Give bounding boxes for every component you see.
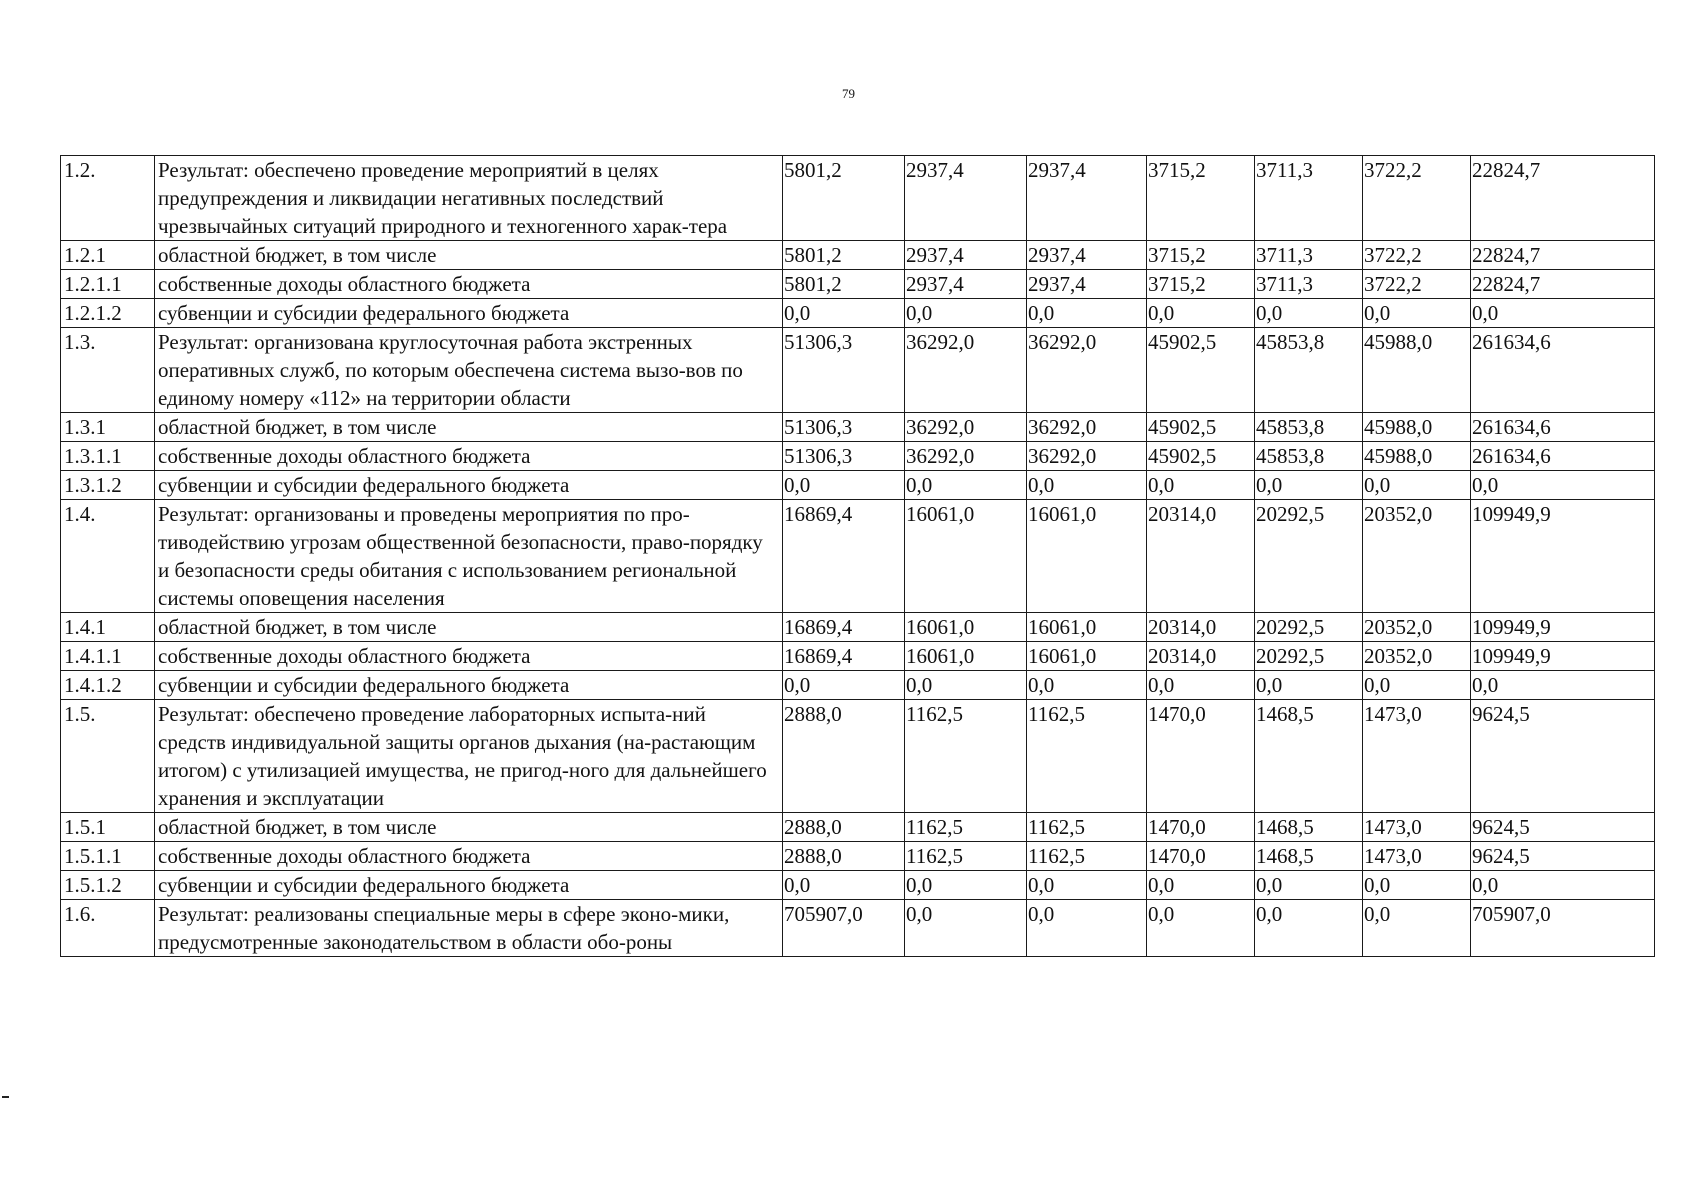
row-value: 0,0 — [1471, 871, 1655, 900]
table-row — [61, 471, 1655, 500]
row-value: 0,0 — [1027, 871, 1147, 900]
row-code: 1.3. — [61, 328, 155, 413]
table-row — [61, 299, 1655, 328]
row-value: 20352,0 — [1363, 642, 1471, 671]
row-value: 36292,0 — [1027, 413, 1147, 442]
row-code: 1.2.1 — [61, 241, 155, 270]
row-value: 0,0 — [1255, 671, 1363, 700]
row-description: Результат: реализованы специальные меры в сфере эконо-мики, предусмотренные законодательством в области обо-роны — [155, 900, 783, 957]
row-value: 0,0 — [1471, 299, 1655, 328]
scan-edge-mark — [2, 1096, 9, 1098]
row-value: 0,0 — [1147, 900, 1255, 957]
row-description: субвенции и субсидии федерального бюджета — [155, 671, 783, 700]
row-value: 20314,0 — [1147, 613, 1255, 642]
row-value: 20352,0 — [1363, 613, 1471, 642]
row-value: 2888,0 — [783, 813, 905, 842]
row-value: 1470,0 — [1147, 813, 1255, 842]
row-description: субвенции и субсидии федерального бюджета — [155, 299, 783, 328]
table-row — [61, 700, 1655, 813]
row-value: 16869,4 — [783, 500, 905, 613]
row-description: Результат: организована круглосуточная работа экстренных оперативных служб, по которым обеспечена система вызо-вов по единому номеру «112» на территории области — [155, 328, 783, 413]
row-description: собственные доходы областного бюджета — [155, 442, 783, 471]
row-value: 20292,5 — [1255, 642, 1363, 671]
row-value: 20314,0 — [1147, 500, 1255, 613]
row-value: 51306,3 — [783, 442, 905, 471]
row-value: 45902,5 — [1147, 328, 1255, 413]
row-value: 0,0 — [1147, 671, 1255, 700]
row-value: 3711,3 — [1255, 270, 1363, 299]
row-description: Результат: обеспечено проведение лабораторных испыта-ний средств индивидуальной защиты органов дыхания (на-растающим итогом) с утилизацией имущества, не пригод-ного для дальнейшего хранения и эксплуатации — [155, 700, 783, 813]
row-value: 20314,0 — [1147, 642, 1255, 671]
row-value: 36292,0 — [905, 328, 1027, 413]
row-value: 16869,4 — [783, 642, 905, 671]
row-value: 16061,0 — [1027, 642, 1147, 671]
table-row — [61, 871, 1655, 900]
row-value: 3722,2 — [1363, 270, 1471, 299]
row-value: 51306,3 — [783, 328, 905, 413]
row-value: 1162,5 — [905, 813, 1027, 842]
row-value: 0,0 — [783, 671, 905, 700]
row-value: 9624,5 — [1471, 813, 1655, 842]
row-value: 109949,9 — [1471, 500, 1655, 613]
row-code: 1.3.1.2 — [61, 471, 155, 500]
row-value: 0,0 — [905, 871, 1027, 900]
row-value: 2937,4 — [905, 156, 1027, 241]
row-value: 2937,4 — [1027, 241, 1147, 270]
row-description: Результат: обеспечено проведение мероприятий в целях предупреждения и ликвидации негативных последствий чрезвычайных ситуаций природного и техногенного харак-тера — [155, 156, 783, 241]
row-value: 36292,0 — [1027, 442, 1147, 471]
row-value: 45902,5 — [1147, 442, 1255, 471]
row-value: 20352,0 — [1363, 500, 1471, 613]
row-description: субвенции и субсидии федерального бюджета — [155, 471, 783, 500]
row-value: 3722,2 — [1363, 156, 1471, 241]
row-value: 1468,5 — [1255, 700, 1363, 813]
row-value: 5801,2 — [783, 156, 905, 241]
row-description: собственные доходы областного бюджета — [155, 270, 783, 299]
row-value: 45902,5 — [1147, 413, 1255, 442]
row-value: 16061,0 — [905, 500, 1027, 613]
row-code: 1.3.1 — [61, 413, 155, 442]
row-value: 0,0 — [1255, 471, 1363, 500]
row-value: 3715,2 — [1147, 241, 1255, 270]
row-value: 2888,0 — [783, 700, 905, 813]
row-value: 2937,4 — [905, 270, 1027, 299]
row-value: 0,0 — [1027, 900, 1147, 957]
row-value: 1162,5 — [1027, 842, 1147, 871]
table-body — [61, 156, 1655, 957]
row-value: 16061,0 — [905, 613, 1027, 642]
row-value: 3711,3 — [1255, 241, 1363, 270]
row-value: 1473,0 — [1363, 813, 1471, 842]
table-row — [61, 328, 1655, 413]
row-code: 1.4.1.2 — [61, 671, 155, 700]
row-value: 1470,0 — [1147, 842, 1255, 871]
row-value: 0,0 — [905, 900, 1027, 957]
row-code: 1.6. — [61, 900, 155, 957]
row-value: 22824,7 — [1471, 156, 1655, 241]
row-code: 1.2.1.2 — [61, 299, 155, 328]
row-value: 0,0 — [1363, 900, 1471, 957]
row-value: 3722,2 — [1363, 241, 1471, 270]
row-value: 16061,0 — [1027, 613, 1147, 642]
row-code: 1.3.1.1 — [61, 442, 155, 471]
row-description: областной бюджет, в том числе — [155, 613, 783, 642]
row-value: 109949,9 — [1471, 613, 1655, 642]
row-value: 2888,0 — [783, 842, 905, 871]
row-code: 1.4.1 — [61, 613, 155, 642]
row-code: 1.2. — [61, 156, 155, 241]
row-value: 5801,2 — [783, 241, 905, 270]
table-row — [61, 900, 1655, 957]
row-value: 0,0 — [1471, 471, 1655, 500]
row-value: 0,0 — [1363, 871, 1471, 900]
row-value: 0,0 — [1363, 671, 1471, 700]
row-value: 0,0 — [1363, 299, 1471, 328]
row-value: 3715,2 — [1147, 156, 1255, 241]
row-value: 0,0 — [1471, 671, 1655, 700]
table-row — [61, 270, 1655, 299]
budget-table — [60, 155, 1655, 957]
row-code: 1.5.1 — [61, 813, 155, 842]
table-row — [61, 671, 1655, 700]
row-value: 2937,4 — [1027, 156, 1147, 241]
row-value: 0,0 — [905, 471, 1027, 500]
row-code: 1.5.1.1 — [61, 842, 155, 871]
row-value: 261634,6 — [1471, 328, 1655, 413]
row-description: областной бюджет, в том числе — [155, 413, 783, 442]
row-value: 0,0 — [905, 299, 1027, 328]
row-value: 45853,8 — [1255, 413, 1363, 442]
row-value: 0,0 — [1255, 900, 1363, 957]
row-value: 0,0 — [1027, 671, 1147, 700]
row-value: 705907,0 — [1471, 900, 1655, 957]
row-description: субвенции и субсидии федерального бюджета — [155, 871, 783, 900]
row-value: 2937,4 — [1027, 270, 1147, 299]
row-value: 22824,7 — [1471, 241, 1655, 270]
row-value: 0,0 — [905, 671, 1027, 700]
page-number: 79 — [842, 86, 855, 101]
row-value: 45988,0 — [1363, 328, 1471, 413]
row-value: 0,0 — [1027, 471, 1147, 500]
row-value: 109949,9 — [1471, 642, 1655, 671]
row-value: 2937,4 — [905, 241, 1027, 270]
row-value: 0,0 — [783, 299, 905, 328]
row-value: 0,0 — [1255, 871, 1363, 900]
table-row — [61, 241, 1655, 270]
row-value: 51306,3 — [783, 413, 905, 442]
row-value: 0,0 — [1147, 299, 1255, 328]
row-value: 45988,0 — [1363, 442, 1471, 471]
table-row — [61, 442, 1655, 471]
row-value: 36292,0 — [905, 413, 1027, 442]
row-description: областной бюджет, в том числе — [155, 241, 783, 270]
row-value: 9624,5 — [1471, 700, 1655, 813]
row-value: 705907,0 — [783, 900, 905, 957]
row-value: 1468,5 — [1255, 842, 1363, 871]
row-value: 5801,2 — [783, 270, 905, 299]
row-value: 261634,6 — [1471, 442, 1655, 471]
row-value: 1162,5 — [905, 700, 1027, 813]
row-value: 0,0 — [783, 871, 905, 900]
row-value: 1162,5 — [1027, 700, 1147, 813]
row-value: 16061,0 — [905, 642, 1027, 671]
row-code: 1.2.1.1 — [61, 270, 155, 299]
row-description: областной бюджет, в том числе — [155, 813, 783, 842]
row-value: 16061,0 — [1027, 500, 1147, 613]
row-value: 0,0 — [1147, 871, 1255, 900]
row-value: 0,0 — [1027, 299, 1147, 328]
table-row — [61, 842, 1655, 871]
row-value: 3711,3 — [1255, 156, 1363, 241]
row-value: 36292,0 — [905, 442, 1027, 471]
row-value: 0,0 — [1363, 471, 1471, 500]
row-value: 3715,2 — [1147, 270, 1255, 299]
row-description: Результат: организованы и проведены мероприятия по про-тиводействию угрозам общественной безопасности, право-порядку и безопасности среды обитания с использованием региональной системы оповещения населения — [155, 500, 783, 613]
row-code: 1.4. — [61, 500, 155, 613]
row-value: 1473,0 — [1363, 700, 1471, 813]
table-row — [61, 156, 1655, 241]
row-value: 0,0 — [1147, 471, 1255, 500]
table-row — [61, 642, 1655, 671]
row-value: 1470,0 — [1147, 700, 1255, 813]
table-row — [61, 413, 1655, 442]
table-row — [61, 613, 1655, 642]
row-value: 45853,8 — [1255, 442, 1363, 471]
row-value: 261634,6 — [1471, 413, 1655, 442]
row-value: 1162,5 — [1027, 813, 1147, 842]
row-code: 1.4.1.1 — [61, 642, 155, 671]
row-value: 1468,5 — [1255, 813, 1363, 842]
row-value: 36292,0 — [1027, 328, 1147, 413]
row-value: 0,0 — [783, 471, 905, 500]
table-row — [61, 500, 1655, 613]
row-value: 45988,0 — [1363, 413, 1471, 442]
row-description: собственные доходы областного бюджета — [155, 842, 783, 871]
row-value: 16869,4 — [783, 613, 905, 642]
row-description: собственные доходы областного бюджета — [155, 642, 783, 671]
row-code: 1.5. — [61, 700, 155, 813]
row-value: 1473,0 — [1363, 842, 1471, 871]
row-code: 1.5.1.2 — [61, 871, 155, 900]
row-value: 0,0 — [1255, 299, 1363, 328]
row-value: 20292,5 — [1255, 500, 1363, 613]
table-row — [61, 813, 1655, 842]
row-value: 20292,5 — [1255, 613, 1363, 642]
row-value: 1162,5 — [905, 842, 1027, 871]
row-value: 9624,5 — [1471, 842, 1655, 871]
row-value: 45853,8 — [1255, 328, 1363, 413]
row-value: 22824,7 — [1471, 270, 1655, 299]
